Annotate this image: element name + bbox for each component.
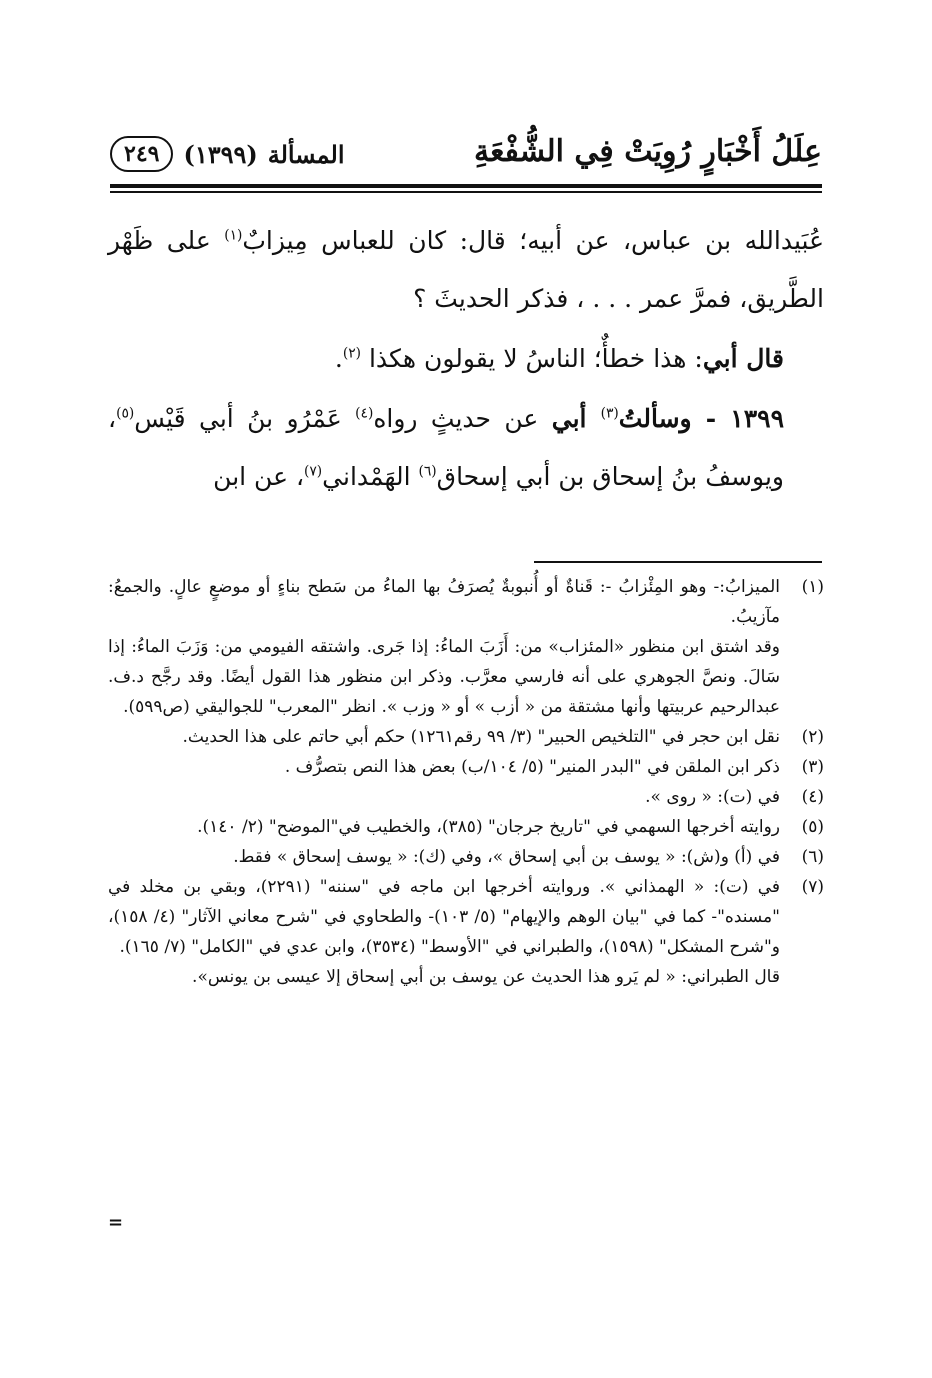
footnote-number: (٥) xyxy=(801,817,824,837)
footnote-number: (٧) xyxy=(801,877,824,897)
footnote-separator xyxy=(534,561,822,563)
footnote-body xyxy=(108,812,780,842)
main-text-run: عَمْرُو بنُ أبي قَيْس xyxy=(134,404,356,433)
speaker-label: قال أبي xyxy=(702,344,784,373)
main-text-run: الهَمْداني xyxy=(322,462,419,491)
footnote-line: روايته أخرجها السهمي في "تاريخ جرجان" (٣٨٥)، والخطيب في"الموضح" (٢/ ١٤٠). xyxy=(197,817,780,837)
main-text-run: . xyxy=(334,344,343,373)
footnote-line: نقل ابن حجر في "التلخيص الحبير" (٣/ ٩٩ رقم١٢٦١) حكم أبي حاتم على هذا الحديث. xyxy=(182,727,780,747)
main-text xyxy=(108,212,824,506)
footnote-number: (٦) xyxy=(801,847,824,867)
footnote-ref: (٦) xyxy=(418,463,437,480)
main-text-run: عُبَيدالله بن عباس، عن أبيه؛ قال: كان للعباس مِيزابٌ xyxy=(242,226,824,255)
main-text-run: على ظَهْر الطَّريق، فمرَّ عمر . . . ، فذكر الحديثَ ؟ xyxy=(108,226,824,313)
footnote-ref: (١) xyxy=(224,227,243,244)
main-paragraph-1 xyxy=(108,212,824,328)
footnote-line: ذكر ابن الملقن في "البدر المنير" (٥/ ١٠٤/ب) بعض هذا النص بتصرُّف . xyxy=(284,757,780,777)
issue-number: (١٣٩٩) xyxy=(183,139,258,169)
main-paragraph-3 xyxy=(108,390,824,506)
page-header xyxy=(110,130,822,180)
book-title: عِلَلُ أَخْبَارٍ رُوِيَتْ فِي الشُّفْعَةِ xyxy=(474,134,822,169)
footnote-ref: (٥) xyxy=(116,405,135,422)
footnote-2 xyxy=(108,722,824,752)
main-text-run: عن حديثٍ رواه xyxy=(373,404,552,433)
footnote-number: (٣) xyxy=(801,757,824,777)
issue-label: المسألة xyxy=(267,139,345,169)
footnote-body xyxy=(108,722,780,752)
footnote-body xyxy=(108,782,780,812)
question-lead: أبي xyxy=(551,404,601,433)
continuation-mark: = xyxy=(108,1212,124,1233)
footnote-ref: (٢) xyxy=(342,345,362,362)
footnote-number: (٤) xyxy=(801,787,824,807)
footnote-3 xyxy=(108,752,824,782)
footnote-line: قال الطبراني: « لم يَرو هذا الحديث عن يوسف بن أبي إسحاق إلا عيسى بن يونس». xyxy=(192,967,780,987)
footnote-body xyxy=(108,752,780,782)
question-number: ١٣٩٩ - وسألتُ xyxy=(618,404,785,433)
header-rule-thick xyxy=(110,184,822,188)
footnote-line: في (أ) و(ش): « يوسف بن أبي إسحاق »، وفي (ك): « يوسف إسحاق » فقط. xyxy=(233,847,780,867)
footnote-7 xyxy=(108,872,824,992)
footnote-ref: (٧) xyxy=(304,463,323,480)
footnote-number: (١) xyxy=(801,577,824,597)
main-text-run: ، عن ابن xyxy=(213,462,305,491)
footnote-line: الميزابُ:- وهو المِئْزابُ -: قَناةٌ أو أُنبوبةٌ يُصرَفُ بها الماءُ من سَطح بناءٍ أو موضعٍ عالٍ. والجمعُ: مآزيبُ. xyxy=(108,577,780,627)
footnote-ref: (٤) xyxy=(355,405,374,422)
footnote-1 xyxy=(108,572,824,722)
main-paragraph-2 xyxy=(108,330,824,388)
main-text-run: : هذا خطأٌ؛ الناسُ لا يقولون هكذا xyxy=(361,344,703,373)
footnote-body xyxy=(108,872,780,992)
page-number: ٢٤٩ xyxy=(110,136,173,172)
header-rule-thin xyxy=(110,191,822,193)
footnote-line: في (ت): « روى ». xyxy=(645,787,780,807)
footnote-ref: (٣) xyxy=(600,405,619,422)
footnote-number: (٢) xyxy=(801,727,824,747)
footnote-5 xyxy=(108,812,824,842)
footnotes xyxy=(108,572,824,992)
footnote-body xyxy=(108,842,780,872)
footnote-body xyxy=(108,572,780,722)
footnote-line: وقد اشتق ابن منظور «المئزاب» من: أَزَبَ الماءُ: إذا جَرى. واشتقه الفيومي من: وَزَبَ الماءُ: إذا سَالَ. ونصَّ الجوهري على أنه فارسي معرَّب. وذكر ابن منظور هذا القول أيضًا. وقد رجَّح د.ف. عبدالرحيم عربيتها وأنها مشتقة من « أزب » أو « وزب ». انظر "المعرب" للجواليقي (ص٥٩٩). xyxy=(108,637,780,717)
main-text-run: ، ويوسفُ بنُ إسحاق بن أبي إسحاق xyxy=(108,404,784,491)
footnote-6 xyxy=(108,842,824,872)
footnote-line: في (ت): « الهمذاني ». وروايته أخرجها ابن ماجه في "سننه" (٢٢٩١)، وبقي بن مخلد في "مسنده"- كما في "بيان الوهم والإيهام" (٥/ ١٠٣)- والطحاوي في "شرح معاني الآثار" (٤/ ١٥٨)، و"شرح المشكل" (١٥٩٨)، والطبراني في "الأوسط" (٣٥٣٤)، وابن عدي في "الكامل" (٧/ ١٦٥). xyxy=(108,877,780,957)
footnote-4 xyxy=(108,782,824,812)
issue-reference xyxy=(110,136,345,172)
